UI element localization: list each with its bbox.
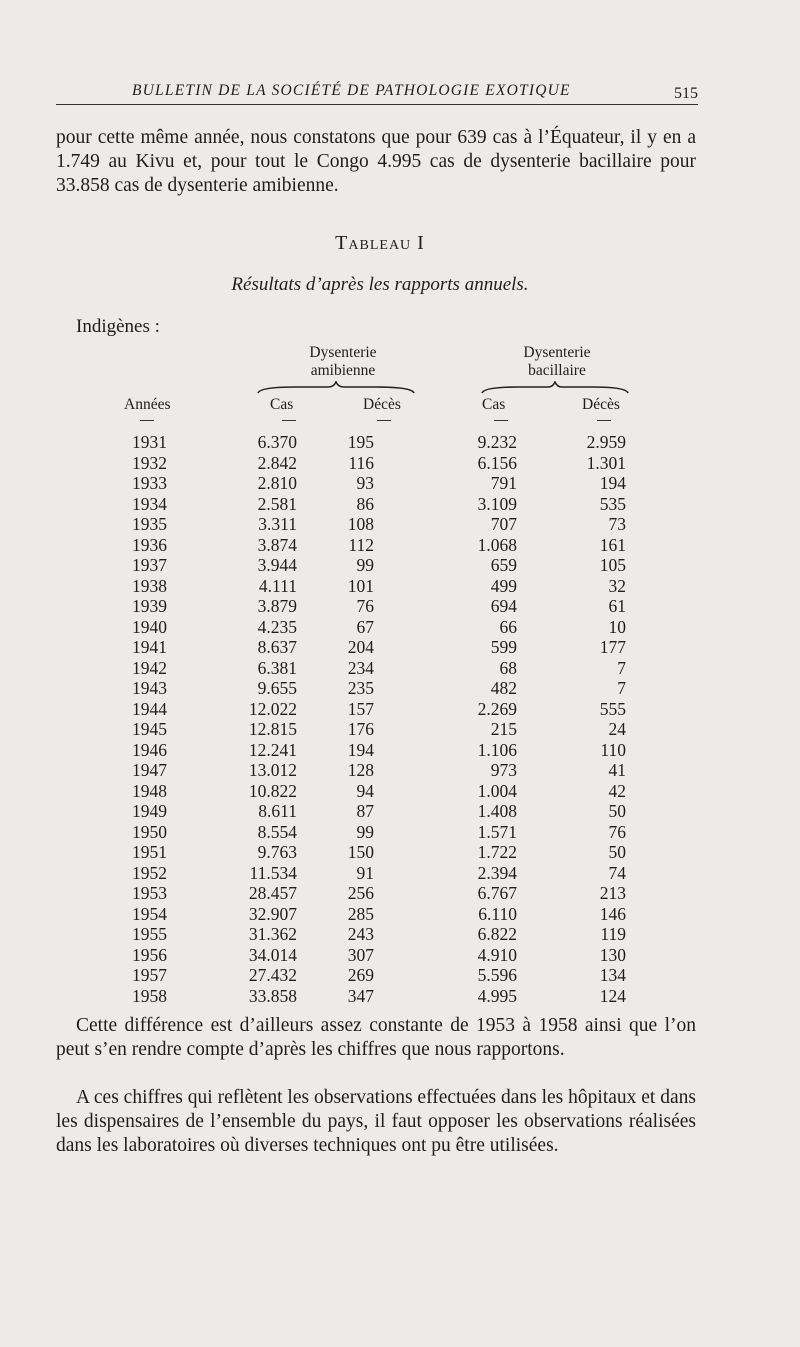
table-row	[0, 719, 800, 740]
paragraph-3	[56, 1086, 696, 1158]
cell-bacillaire-deces: 2.959	[586, 432, 626, 452]
column-dash	[140, 420, 154, 421]
col-header-a-cas: Cas	[270, 396, 294, 413]
group-header-amibienne	[268, 344, 418, 380]
column-dash	[282, 420, 296, 421]
cell-year: 1946	[132, 739, 167, 760]
group-header-bacillaire	[482, 344, 632, 380]
table-row	[0, 494, 800, 515]
cell-amibienne-deces: 93	[356, 473, 374, 493]
cell-bacillaire-deces: 177	[599, 637, 626, 657]
cell-amibienne-deces: 195	[347, 432, 374, 452]
cell-bacillaire-deces: 50	[608, 801, 626, 821]
cell-year: 1950	[132, 821, 167, 842]
cell-year: 1947	[132, 760, 167, 780]
cell-amibienne-deces: 112	[348, 534, 374, 555]
intro-text: pour cette même année, nous constatons que pour 639 cas à l’Équateur, il y en a 1.749 au Kivu et, pour tout le Congo 4.995 cas de dysenterie bacillaire pour 33.858 cas de dysenterie amibienne.	[56, 127, 696, 196]
cell-amibienne-cas: 8.611	[258, 801, 297, 821]
group-b-line1: Dysenterie	[523, 344, 591, 361]
page-number: 515	[674, 85, 698, 102]
cell-bacillaire-deces: 41	[608, 760, 626, 780]
cell-bacillaire-cas: 707	[490, 514, 517, 534]
cell-amibienne-cas: 31.362	[248, 924, 297, 944]
col-header-b-deces: Décès	[582, 396, 620, 413]
cell-bacillaire-cas: 659	[490, 555, 517, 575]
cell-year: 1933	[132, 473, 167, 493]
table-subtitle: Résultats d’après les rapports annuels.	[231, 274, 529, 295]
table-row	[0, 965, 800, 986]
paragraph-2-text: Cette différence est d’ailleurs assez constante de 1953 à 1958 ainsi que l’on peut s’en rendre compte d’après les chiffres que nous rapportons.	[56, 1015, 696, 1060]
table-row	[0, 555, 800, 576]
cell-bacillaire-cas: 791	[490, 473, 517, 493]
cell-year: 1955	[132, 924, 167, 944]
cell-amibienne-deces: 307	[347, 944, 374, 965]
table-row	[0, 432, 800, 453]
group-a-line2: amibienne	[310, 362, 376, 379]
cell-bacillaire-deces: 76	[608, 821, 626, 842]
cell-bacillaire-deces: 535	[599, 493, 626, 514]
cell-amibienne-cas: 2.810	[257, 473, 297, 493]
cell-bacillaire-deces: 161	[599, 534, 626, 555]
cell-bacillaire-cas: 66	[499, 616, 517, 637]
cell-amibienne-deces: 243	[347, 924, 374, 944]
cell-year: 1934	[132, 493, 167, 514]
cell-amibienne-cas: 9.763	[257, 842, 297, 862]
col-header-a-deces: Décès	[363, 396, 401, 413]
cell-year: 1951	[132, 842, 167, 862]
cell-bacillaire-cas: 1.106	[477, 739, 517, 760]
table-row	[0, 986, 800, 1007]
cell-bacillaire-deces: 73	[608, 514, 626, 534]
cell-bacillaire-cas: 973	[490, 760, 517, 780]
cell-amibienne-cas: 33.858	[248, 985, 297, 1006]
table-row	[0, 699, 800, 720]
cell-amibienne-cas: 32.907	[248, 903, 297, 924]
cell-amibienne-cas: 8.637	[257, 637, 297, 657]
cell-year: 1952	[132, 862, 167, 883]
cell-amibienne-cas: 3.879	[257, 596, 297, 616]
cell-bacillaire-deces: 61	[608, 596, 626, 616]
cell-bacillaire-cas: 9.232	[477, 432, 517, 452]
cell-bacillaire-cas: 6.822	[477, 924, 517, 944]
cell-amibienne-deces: 128	[347, 760, 374, 780]
cell-bacillaire-cas: 2.269	[477, 698, 517, 719]
cell-bacillaire-deces: 213	[599, 883, 626, 903]
cell-bacillaire-deces: 124	[599, 985, 626, 1006]
table-row	[0, 945, 800, 966]
table-row	[0, 535, 800, 556]
col-header-years: Années	[124, 396, 171, 413]
running-title: BULLETIN DE LA SOCIÉTÉ DE PATHOLOGIE EXOTIQUE	[132, 82, 571, 99]
cell-year: 1941	[132, 637, 167, 657]
cell-amibienne-deces: 204	[347, 637, 374, 657]
cell-amibienne-deces: 91	[356, 862, 374, 883]
cell-amibienne-deces: 108	[347, 514, 374, 534]
cell-amibienne-cas: 2.581	[257, 493, 297, 514]
cell-bacillaire-deces: 10	[608, 616, 626, 637]
cell-amibienne-deces: 285	[347, 903, 374, 924]
cell-bacillaire-cas: 6.156	[477, 452, 517, 473]
cell-bacillaire-cas: 499	[490, 575, 517, 596]
cell-year: 1954	[132, 903, 167, 924]
cell-amibienne-cas: 12.022	[248, 698, 297, 719]
cell-amibienne-cas: 12.815	[248, 719, 297, 739]
cell-bacillaire-deces: 32	[608, 575, 626, 596]
cell-bacillaire-cas: 6.110	[478, 903, 517, 924]
cell-year: 1931	[132, 432, 167, 452]
table-row	[0, 760, 800, 781]
cell-amibienne-deces: 269	[347, 965, 374, 985]
cell-bacillaire-cas: 1.722	[477, 842, 517, 862]
cell-amibienne-cas: 3.874	[257, 534, 297, 555]
cell-bacillaire-cas: 1.068	[477, 534, 517, 555]
cell-bacillaire-cas: 4.995	[477, 985, 517, 1006]
table-row	[0, 863, 800, 884]
cell-amibienne-deces: 99	[356, 555, 374, 575]
table-row	[0, 740, 800, 761]
cell-amibienne-cas: 3.311	[258, 514, 297, 534]
intro-paragraph	[56, 126, 696, 198]
cell-year: 1953	[132, 883, 167, 903]
cell-amibienne-deces: 234	[347, 657, 374, 678]
cell-year: 1944	[132, 698, 167, 719]
table-row	[0, 514, 800, 535]
column-dash	[597, 420, 611, 421]
cell-bacillaire-cas: 599	[490, 637, 517, 657]
cell-amibienne-cas: 8.554	[257, 821, 297, 842]
cell-amibienne-cas: 28.457	[248, 883, 297, 903]
cell-bacillaire-cas: 5.596	[477, 965, 517, 985]
cell-bacillaire-deces: 50	[608, 842, 626, 862]
cell-amibienne-deces: 256	[347, 883, 374, 903]
cell-amibienne-deces: 157	[347, 698, 374, 719]
table-row	[0, 617, 800, 638]
cell-year: 1956	[132, 944, 167, 965]
cell-bacillaire-deces: 134	[599, 965, 626, 985]
cell-year: 1937	[132, 555, 167, 575]
cell-amibienne-cas: 2.842	[257, 452, 297, 473]
cell-amibienne-deces: 347	[347, 985, 374, 1006]
cell-year: 1958	[132, 985, 167, 1006]
cell-bacillaire-cas: 1.571	[477, 821, 517, 842]
cell-year: 1940	[132, 616, 167, 637]
cell-amibienne-cas: 3.944	[257, 555, 297, 575]
cell-bacillaire-cas: 3.109	[477, 493, 517, 514]
cell-bacillaire-deces: 74	[608, 862, 626, 883]
cell-amibienne-cas: 13.012	[248, 760, 297, 780]
cell-year: 1949	[132, 801, 167, 821]
table-row	[0, 596, 800, 617]
cell-year: 1943	[132, 678, 167, 698]
cell-amibienne-deces: 76	[356, 596, 374, 616]
cell-amibienne-cas: 6.381	[257, 657, 297, 678]
cell-amibienne-cas: 11.534	[249, 862, 297, 883]
table-row	[0, 842, 800, 863]
cell-amibienne-deces: 94	[356, 780, 374, 801]
cell-amibienne-cas: 10.822	[248, 780, 297, 801]
brace-bacillaire	[480, 381, 630, 395]
table-row	[0, 801, 800, 822]
cell-year: 1939	[132, 596, 167, 616]
cell-bacillaire-cas: 1.408	[477, 801, 517, 821]
cell-amibienne-deces: 116	[348, 452, 374, 473]
cell-bacillaire-cas: 68	[499, 657, 517, 678]
cell-amibienne-deces: 87	[356, 801, 374, 821]
cell-bacillaire-deces: 7	[617, 657, 626, 678]
table-row	[0, 576, 800, 597]
cell-bacillaire-deces: 105	[599, 555, 626, 575]
cell-bacillaire-deces: 194	[599, 473, 626, 493]
cell-bacillaire-deces: 146	[599, 903, 626, 924]
cell-year: 1936	[132, 534, 167, 555]
population-label: Indigènes :	[76, 316, 160, 337]
cell-amibienne-cas: 6.370	[257, 432, 297, 452]
cell-amibienne-deces: 194	[347, 739, 374, 760]
table-row	[0, 883, 800, 904]
cell-year: 1935	[132, 514, 167, 534]
cell-year: 1948	[132, 780, 167, 801]
cell-amibienne-deces: 86	[356, 493, 374, 514]
cell-bacillaire-deces: 24	[608, 719, 626, 739]
cell-amibienne-cas: 9.655	[257, 678, 297, 698]
cell-year: 1932	[132, 452, 167, 473]
table-row	[0, 453, 800, 474]
cell-bacillaire-cas: 694	[490, 596, 517, 616]
paragraph-2	[56, 1014, 696, 1062]
group-a-line1: Dysenterie	[309, 344, 377, 361]
table-row	[0, 924, 800, 945]
table-row	[0, 904, 800, 925]
table-row	[0, 822, 800, 843]
paragraph-3-text: A ces chiffres qui reflètent les observations effectuées dans les hôpitaux et dans les dispensaires de l’ensemble du pays, il faut opposer les observations réalisées dans les laboratoires où diverses techniques ont pu être utilisées.	[56, 1087, 696, 1156]
cell-amibienne-deces: 101	[347, 575, 374, 596]
cell-amibienne-deces: 235	[347, 678, 374, 698]
table-row	[0, 473, 800, 494]
cell-year: 1945	[132, 719, 167, 739]
cell-amibienne-cas: 4.111	[258, 575, 297, 596]
table-row	[0, 781, 800, 802]
cell-bacillaire-cas: 215	[490, 719, 517, 739]
cell-bacillaire-cas: 6.767	[477, 883, 517, 903]
cell-year: 1938	[132, 575, 167, 596]
page-header	[56, 82, 698, 105]
cell-amibienne-deces: 176	[347, 719, 374, 739]
cell-bacillaire-deces: 130	[599, 944, 626, 965]
cell-bacillaire-deces: 110	[600, 739, 626, 760]
table-row	[0, 637, 800, 658]
cell-amibienne-cas: 4.235	[257, 616, 297, 637]
table-row	[0, 658, 800, 679]
cell-bacillaire-cas: 2.394	[477, 862, 517, 883]
table-body	[0, 432, 800, 1006]
cell-amibienne-cas: 27.432	[248, 965, 297, 985]
cell-bacillaire-cas: 482	[490, 678, 517, 698]
cell-bacillaire-cas: 4.910	[477, 944, 517, 965]
cell-amibienne-cas: 34.014	[248, 944, 297, 965]
cell-amibienne-deces: 99	[356, 821, 374, 842]
table-row	[0, 678, 800, 699]
cell-bacillaire-deces: 7	[617, 678, 626, 698]
cell-amibienne-cas: 12.241	[248, 739, 297, 760]
brace-amibienne	[256, 381, 416, 395]
cell-bacillaire-cas: 1.004	[477, 780, 517, 801]
cell-year: 1957	[132, 965, 167, 985]
column-dash	[377, 420, 391, 421]
cell-amibienne-deces: 67	[356, 616, 374, 637]
column-dash	[494, 420, 508, 421]
cell-year: 1942	[132, 657, 167, 678]
group-b-line2: bacillaire	[528, 362, 586, 379]
cell-bacillaire-deces: 119	[600, 924, 626, 944]
cell-bacillaire-deces: 555	[599, 698, 626, 719]
cell-amibienne-deces: 150	[347, 842, 374, 862]
table-title: Tableau I	[335, 232, 425, 254]
cell-bacillaire-deces: 1.301	[586, 452, 626, 473]
col-header-b-cas: Cas	[482, 396, 506, 413]
cell-bacillaire-deces: 42	[608, 780, 626, 801]
